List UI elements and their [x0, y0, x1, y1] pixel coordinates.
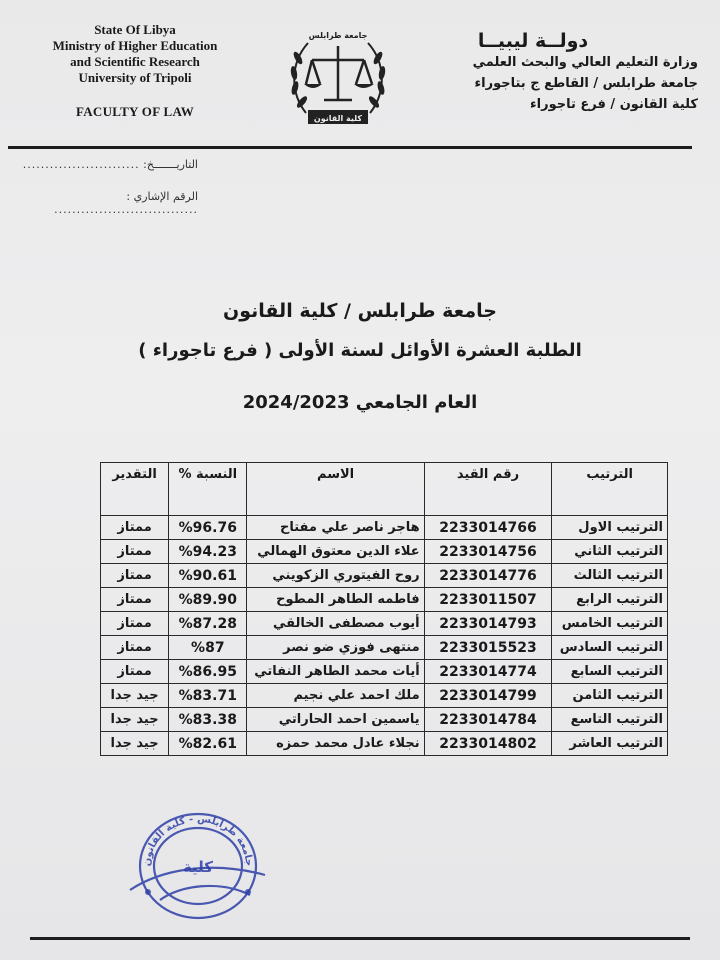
cell-registration-number: 2233014766 [424, 516, 552, 540]
table-row [101, 588, 668, 612]
cell-percentage: %96.76 [169, 516, 247, 540]
title-university: جامعة طرابلس / كلية القانون [222, 300, 497, 322]
cell-percentage: %86.95 [169, 660, 247, 684]
cell-percentage: %94.23 [169, 540, 247, 564]
state-name: State Of Libya [94, 22, 176, 37]
cell-student-name: أيات محمد الطاهر النفاتي [247, 660, 424, 684]
cell-registration-number: 2233014793 [424, 612, 552, 636]
cell-student-name: فاطمه الطاهر المطوح [247, 588, 424, 612]
cell-rank: الترتيب التاسع [552, 708, 668, 732]
cell-grade: جيد جدا [101, 732, 169, 756]
state-name-arabic: دولــة ليبيــا [477, 30, 589, 52]
header-english [20, 22, 250, 120]
table-row [101, 516, 668, 540]
cell-rank: الترتيب الرابع [552, 588, 668, 612]
stamp-center-text: كلية [182, 858, 214, 876]
table-row [101, 564, 668, 588]
cell-percentage: %87 [169, 636, 247, 660]
cell-rank: الترتيب السادس [552, 636, 668, 660]
header-arabic [428, 30, 698, 115]
table-row [101, 540, 668, 564]
cell-student-name: منتهى فوزي ضو نصر [247, 636, 424, 660]
table-row [101, 612, 668, 636]
reference-field [18, 190, 198, 216]
cell-percentage: %83.71 [169, 684, 247, 708]
table-row [101, 660, 668, 684]
reference-label: الرقم الإشاري : [126, 190, 198, 203]
faculty-name: FACULTY OF LAW [75, 104, 195, 119]
official-stamp [120, 800, 270, 935]
cell-registration-number: 2233014776 [424, 564, 552, 588]
cell-registration-number: 2233015523 [424, 636, 552, 660]
cell-rank: الترتيب العاشر [552, 732, 668, 756]
cell-student-name: هاجر ناصر علي مفتاح [247, 516, 424, 540]
header-grade: التقدير [101, 463, 169, 516]
cell-grade: ممتاز [101, 540, 169, 564]
header-name: الاسم [247, 463, 424, 516]
cell-registration-number: 2233014774 [424, 660, 552, 684]
cell-grade: ممتاز [101, 660, 169, 684]
table-header-row [101, 463, 668, 516]
cell-student-name: نجلاء عادل محمد حمزه [247, 732, 424, 756]
logo-banner-text: كلية القانون [313, 114, 363, 123]
cell-grade: جيد جدا [101, 708, 169, 732]
footer-divider [30, 937, 690, 940]
cell-student-name: ملك احمد علي نجيم [247, 684, 424, 708]
results-table [100, 462, 668, 756]
cell-rank: الترتيب الثالث [552, 564, 668, 588]
cell-student-name: روح الفيتوري الزكويني [247, 564, 424, 588]
date-label: التاريـــــــخ: [143, 158, 198, 171]
table-row [101, 684, 668, 708]
header-percentage: النسبة % [169, 463, 247, 516]
cell-rank: الترتيب الخامس [552, 612, 668, 636]
cell-grade: ممتاز [101, 564, 169, 588]
title-academic-year: العام الجامعي 2024/2023 [242, 392, 478, 413]
table-row [101, 708, 668, 732]
logo-top-text: جامعة طرابلس [308, 31, 368, 40]
cell-percentage: %82.61 [169, 732, 247, 756]
date-value: .......................... [22, 158, 140, 171]
cell-rank: الترتيب السابع [552, 660, 668, 684]
cell-percentage: %89.90 [169, 588, 247, 612]
cell-grade: ممتاز [101, 588, 169, 612]
faculty-arabic: كلية القانون / فرع تاجوراء [530, 97, 698, 112]
cell-grade: ممتاز [101, 516, 169, 540]
cell-rank: الترتيب الثامن [552, 684, 668, 708]
date-field [18, 158, 198, 171]
university-name: University of Tripoli [78, 70, 192, 85]
ministry-line-2: and Scientific Research [70, 54, 200, 69]
header-divider [8, 146, 692, 149]
university-logo [278, 18, 398, 138]
cell-grade: جيد جدا [101, 684, 169, 708]
cell-grade: ممتاز [101, 612, 169, 636]
table-row [101, 732, 668, 756]
cell-student-name: ياسمين احمد الحاراتي [247, 708, 424, 732]
cell-grade: ممتاز [101, 636, 169, 660]
cell-percentage: %83.38 [169, 708, 247, 732]
ministry-line-1: Ministry of Higher Education [52, 38, 218, 53]
cell-student-name: أيوب مصطفى الخالقي [247, 612, 424, 636]
university-arabic: جامعة طرابلس / القاطع ج بتاجوراء [474, 76, 698, 91]
cell-registration-number: 2233014756 [424, 540, 552, 564]
cell-registration-number: 2233014784 [424, 708, 552, 732]
cell-student-name: علاء الدين معتوق الهمالي [247, 540, 424, 564]
cell-percentage: %90.61 [169, 564, 247, 588]
cell-registration-number: 2233014802 [424, 732, 552, 756]
header-id: رقم القيد [424, 463, 552, 516]
cell-rank: الترتيب الاول [552, 516, 668, 540]
cell-rank: الترتيب الثاني [552, 540, 668, 564]
stamp-ring-text: جامعة طرابلس - كلية القانون [141, 813, 255, 867]
header-rank: الترتيب [552, 463, 668, 516]
cell-registration-number: 2233011507 [424, 588, 552, 612]
cell-registration-number: 2233014799 [424, 684, 552, 708]
cell-percentage: %87.28 [169, 612, 247, 636]
reference-value: ................................ [54, 203, 198, 216]
ministry-arabic: وزارة التعليم العالي والبحث العلمي [472, 55, 698, 70]
title-top-students: الطلبة العشرة الأوائل لسنة الأولى ( فرع تاجوراء ) [138, 340, 582, 361]
table-row [101, 636, 668, 660]
